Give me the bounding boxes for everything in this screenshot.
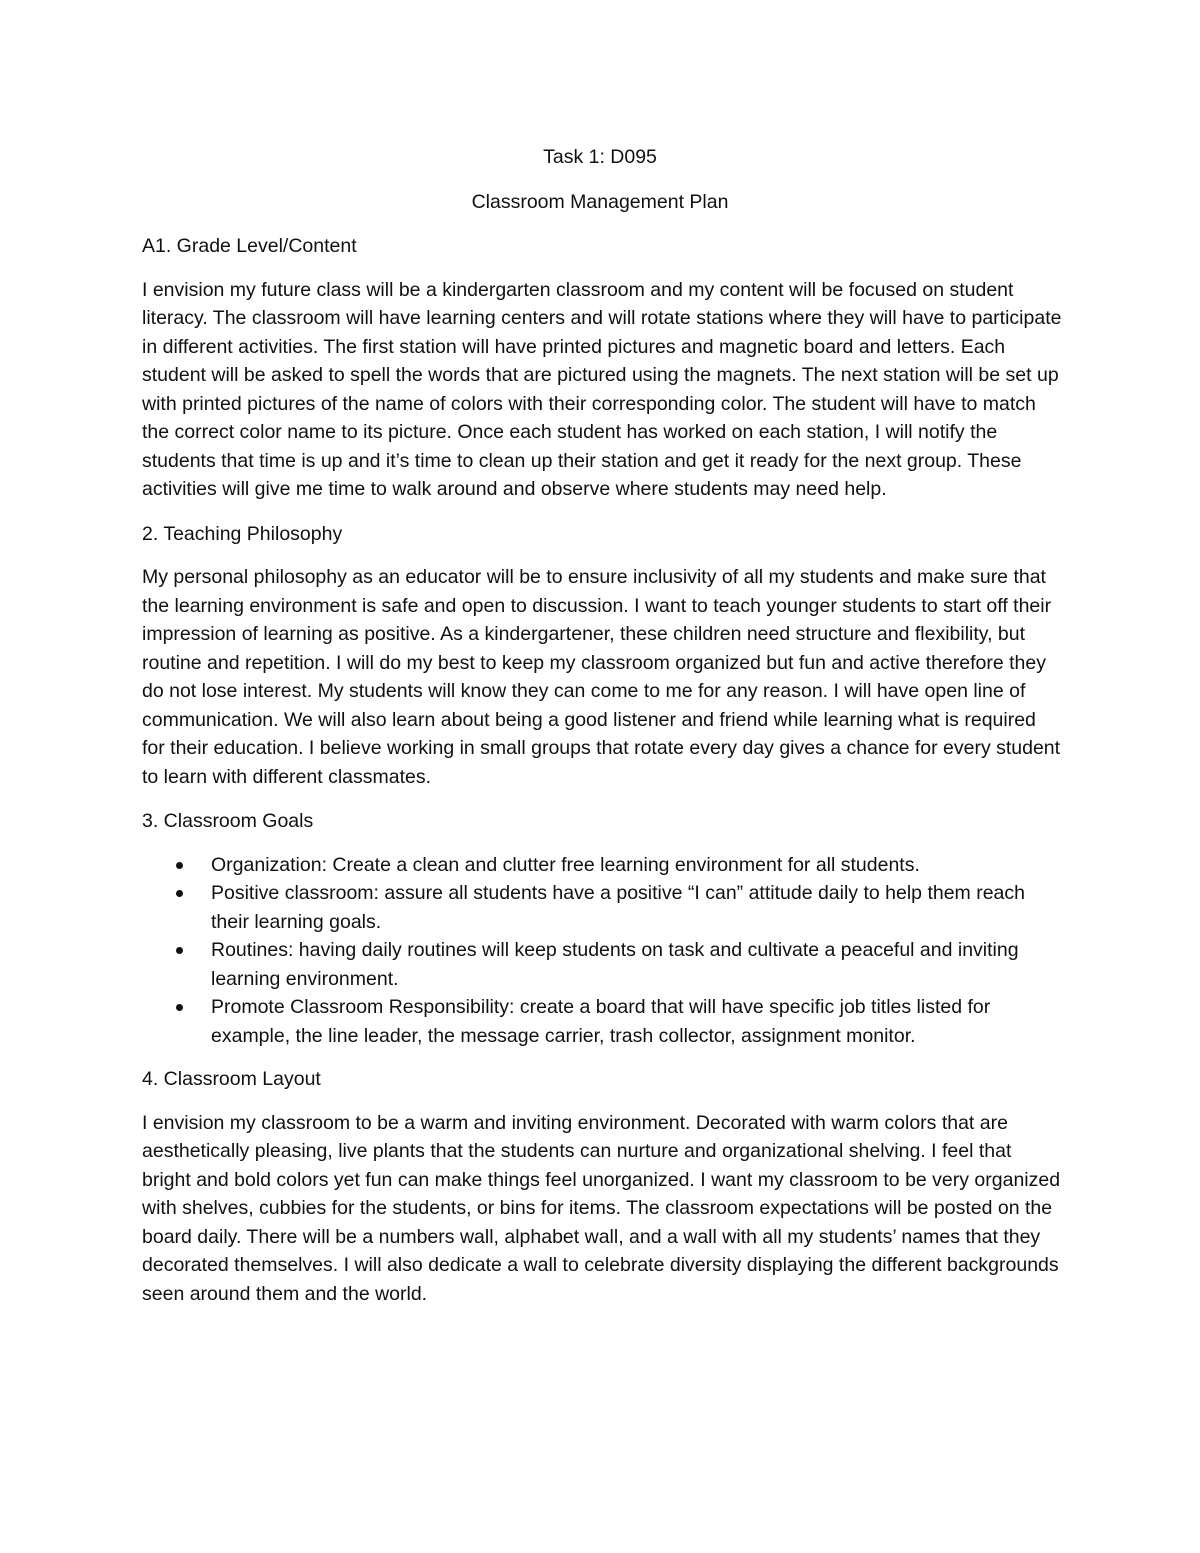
- list-item: [142, 879, 1062, 936]
- bullet-icon: [176, 890, 183, 897]
- list-item: [142, 936, 1062, 993]
- list-item-text: Organization: Create a clean and clutter free learning environment for all students.: [211, 853, 920, 876]
- bullet-icon: [176, 1004, 183, 1011]
- section-heading-classroom-goals: 3. Classroom Goals: [142, 810, 314, 832]
- document-body: [142, 143, 1062, 1324]
- bullet-icon: [176, 862, 183, 869]
- section-paragraph-teaching-philosophy: My personal philosophy as an educator will be to ensure inclusivity of all my students and make sure that the learning environment is safe and open to discussion. I want to teach younger students to start off their impression of learning as positive. As a kindergartener, these children need structure and flexibility, but routine and repetition. I will do my best to keep my classroom organized but fun and active therefore they do not lose interest. My students will know they can come to me for any reason. I will have open line of communication. We will also learn about being a good listener and friend while learning what is required for their education. I believe working in small groups that rotate every day gives a chance for every student to learn with different classmates.: [142, 566, 1061, 788]
- section-heading-grade-level: A1. Grade Level/Content: [142, 235, 357, 257]
- list-item: [142, 851, 1062, 880]
- list-item-text: Routines: having daily routines will keep students on task and cultivate a peaceful and inviting learning environment.: [211, 939, 1019, 990]
- section-paragraph-classroom-layout: I envision my classroom to be a warm and inviting environment. Decorated with warm colors that are aesthetically pleasing, live plants that the students can nurture and organizational shelving. I feel that bright and bold colors yet fun can make things feel unorganized. I want my classroom to be very organized with shelves, cubbies for the students, or bins for items. The classroom expectations will be posted on the board daily. There will be a numbers wall, alphabet wall, and a wall with all my students’ names that they decorated themselves. I will also dedicate a wall to celebrate diversity displaying the different backgrounds seen around them and the world.: [142, 1111, 1061, 1305]
- section-paragraph-grade-level: I envision my future class will be a kindergarten classroom and my content will be focused on student literacy. The classroom will have learning centers and will rotate stations where they will have to participate in different activities. The first station will have printed pictures and magnetic board and letters. Each student will be asked to spell the words that are pictured using the magnets. The next station will be set up with printed pictures of the name of colors with their corresponding color. The student will have to match the correct color name to its picture. Once each student has worked on each station, I will notify the students that time is up and it’s time to clean up their station and get it ready for the next group. These activities will give me time to walk around and observe where students may need help.: [142, 278, 1062, 500]
- list-item-text: Positive classroom: assure all students have a positive “I can” attitude daily to help them reach their learning goals.: [211, 882, 1025, 933]
- list-item-text: Promote Classroom Responsibility: create a board that will have specific job titles listed for example, the line leader, the message carrier, trash collector, assignment monitor.: [211, 996, 991, 1047]
- section-heading-teaching-philosophy: 2. Teaching Philosophy: [142, 522, 343, 545]
- list-item: [142, 993, 1062, 1050]
- bullet-icon: [176, 947, 183, 954]
- document-title-task: Task 1: D095: [543, 146, 657, 168]
- classroom-goals-list: [142, 851, 1062, 1051]
- document-title-plan: Classroom Management Plan: [471, 190, 729, 213]
- section-heading-classroom-layout: 4. Classroom Layout: [142, 1068, 321, 1090]
